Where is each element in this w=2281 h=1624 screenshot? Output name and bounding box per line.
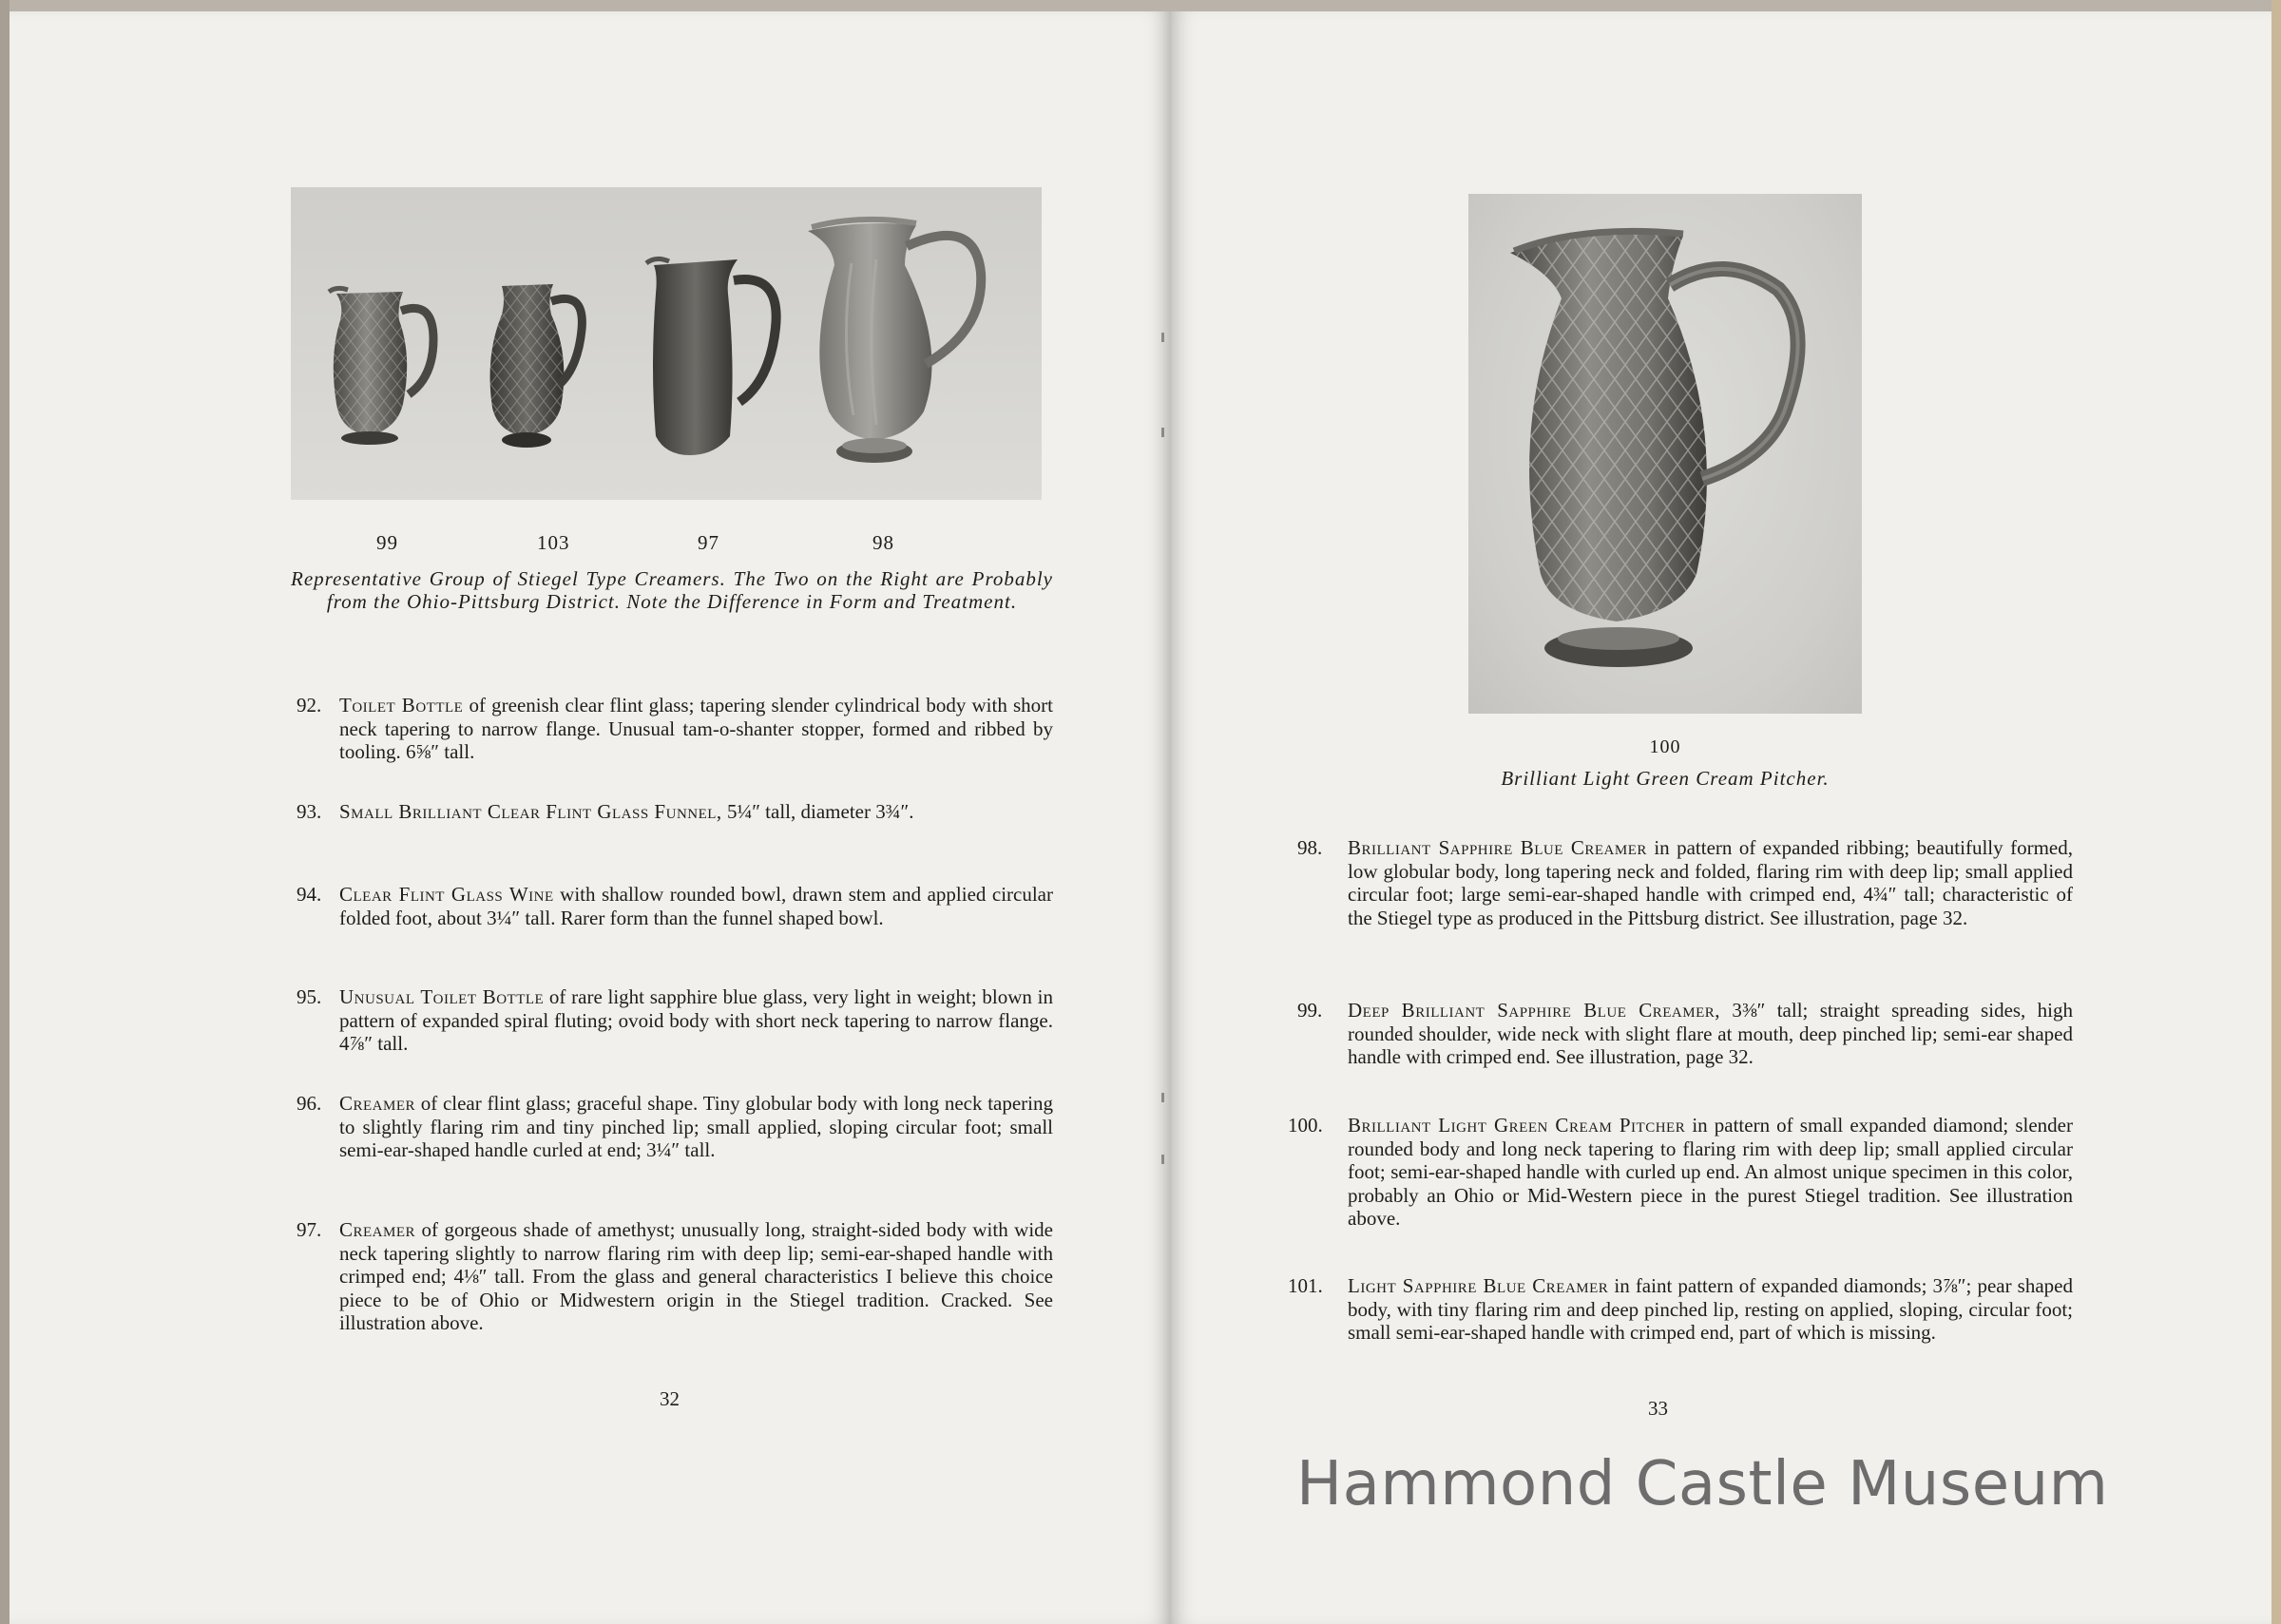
entry-body: [1297, 999, 2073, 1069]
entry-number: 99.: [1297, 999, 1323, 1022]
cream-pitcher-illustration: [1468, 194, 1862, 714]
figure-number-98: 98: [872, 531, 894, 554]
entry-number: 95.: [297, 985, 322, 1008]
right-figure-number: 100: [1649, 736, 1681, 757]
left-figure-caption: Representative Group of Stiegel Type Creamers. The Two on the Right are Probably from the Ohio-Pittsburg District. Note the Difference in Form and Treatment.: [291, 567, 1053, 613]
entry-number: 92.: [297, 694, 322, 716]
entry-title: Toilet Bottle: [339, 694, 464, 716]
entry-title: Brilliant Light Green Cream Pitcher: [1348, 1114, 1686, 1137]
entry-body: [297, 985, 1053, 1056]
entry-text: of clear flint glass; graceful shape. Tiny globular body with long neck tapering to slightly flaring rim and tiny pinched lip; small applied, sloping circular foot; small semi-ear-shaped handle curled at end; 3¼″ tall.: [339, 1092, 1053, 1161]
creamers-illustration: [291, 187, 1042, 500]
entry-title: Creamer: [339, 1092, 416, 1115]
entry-text: in pattern of expanded ribbing; beautifully formed, low globular body, long tapering neck and folded, flaring rim with deep lip; small applied circular foot; large semi-ear-shaped handle with crimped end, 4¾″ tall; characteristic of the Stiegel type as produced in the Pittsburg district. See illustration, page 32.: [1348, 836, 2073, 929]
catalog-entry-92: [297, 694, 1053, 764]
entry-body: [1288, 1274, 2073, 1345]
entry-title: Light Sapphire Blue Creamer: [1348, 1274, 1609, 1297]
entry-text: 5¼″ tall, diameter 3¾″.: [721, 800, 914, 823]
binding-stitch: [1161, 333, 1164, 342]
entry-text: of gorgeous shade of amethyst; unusually long, straight-sided body with wide neck tapering slightly to narrow flaring rim with deep lip; semi-ear-shaped handle with crimped end; 4⅛″ tall. From the glass and general characteristics I believe this choice piece to be of Ohio or Midwestern origin in the Stiegel tradition. Cracked. See illustration above.: [339, 1218, 1053, 1334]
figure-number-99: 99: [376, 531, 398, 554]
entry-body: [1288, 1114, 2073, 1231]
creamer-99: [329, 288, 433, 445]
creamer-103: [490, 284, 583, 448]
entry-body: [1297, 836, 2073, 929]
entry-number: 97.: [297, 1218, 322, 1241]
entry-body: [297, 1218, 1053, 1335]
catalog-entry-98: [1297, 836, 2073, 929]
right-page: [1171, 11, 2271, 1624]
catalog-entry-100: [1288, 1114, 2073, 1231]
left-page: [10, 11, 1171, 1624]
figure-number-103: 103: [537, 531, 570, 554]
binding-stitch: [1161, 428, 1164, 437]
museum-watermark: Hammond Castle Museum: [1296, 1449, 2109, 1519]
entry-text: in faint pattern of expanded diamonds; 3⅞″; pear shaped body, with tiny flaring rim and deep pinched lip, resting on applied, sloping, circular foot; small semi-ear-shaped handle with crimped end, part of which is missing.: [1348, 1274, 2073, 1344]
entry-number: 101.: [1288, 1274, 1323, 1297]
entry-number: 98.: [1297, 836, 1323, 859]
entry-title: Clear Flint Glass Wine: [339, 883, 554, 906]
cream-pitcher-photo: [1468, 194, 1862, 714]
catalog-entry-97: [297, 1218, 1053, 1335]
entry-body: [297, 694, 1053, 764]
entry-text: 3⅜″ tall; straight spreading sides, high rounded shoulder, wide neck with slight flare at mouth, deep pinched lip; semi-ear shaped handle with crimped end. See illustration, page 32.: [1348, 999, 2073, 1068]
catalog-entry-99: [1297, 999, 2073, 1069]
right-figure-caption: Brilliant Light Green Cream Pitcher.: [1501, 767, 1830, 790]
catalog-entry-95: [297, 985, 1053, 1056]
catalog-entry-93: [297, 800, 1053, 824]
creamer-97: [646, 258, 776, 455]
catalog-entry-94: [297, 883, 1053, 929]
creamer-98: [808, 220, 981, 463]
binding-stitch: [1161, 1093, 1164, 1102]
entry-body: [297, 1092, 1053, 1162]
entry-text: in pattern of small expanded diamond; slender rounded body and long neck tapering to flaring rim with deep lip; small applied circular foot; semi-ear-shaped handle with curled up end. An almost unique specimen in this color, probably an Ohio or Mid-Western piece in the purest Stiegel tradition. See illustration above.: [1348, 1114, 2073, 1230]
entry-number: 94.: [297, 883, 322, 906]
creamers-group-photo: [291, 187, 1042, 500]
page-number-left: 32: [660, 1387, 680, 1410]
catalog-entry-96: [297, 1092, 1053, 1162]
entry-body: [297, 800, 1053, 824]
entry-number: 100.: [1288, 1114, 1323, 1137]
entry-title: Brilliant Sapphire Blue Creamer: [1348, 836, 1647, 859]
cover-edge: [0, 0, 10, 1624]
entry-title: Deep Brilliant Sapphire Blue Creamer,: [1348, 999, 1721, 1022]
entry-body: [297, 883, 1053, 929]
entry-number: 93.: [297, 800, 322, 823]
entry-number: 96.: [297, 1092, 322, 1115]
entry-title: Small Brilliant Clear Flint Glass Funnel,: [339, 800, 722, 823]
entry-title: Unusual Toilet Bottle: [339, 985, 545, 1008]
entry-title: Creamer: [339, 1218, 416, 1241]
catalog-entry-101: [1288, 1274, 2073, 1345]
binding-stitch: [1161, 1155, 1164, 1164]
figure-number-97: 97: [698, 531, 719, 554]
page-number-right: 33: [1648, 1397, 1668, 1420]
cover-edge-right: [2271, 0, 2281, 1624]
entry-text: of rare light sapphire blue glass, very light in weight; blown in pattern of expanded spiral fluting; ovoid body with short neck tapering to narrow flange. 4⅞″ tall.: [339, 985, 1053, 1055]
entry-text: of greenish clear flint glass; tapering slender cylindrical body with short neck tapering to narrow flange. Unusual tam-o-shanter stopper, formed and ribbed by tooling. 6⅝″ tall.: [339, 694, 1053, 763]
entry-text: with shallow rounded bowl, drawn stem and applied circular folded foot, about 3¼″ tall. Rarer form than the funnel shaped bowl.: [339, 883, 1053, 929]
